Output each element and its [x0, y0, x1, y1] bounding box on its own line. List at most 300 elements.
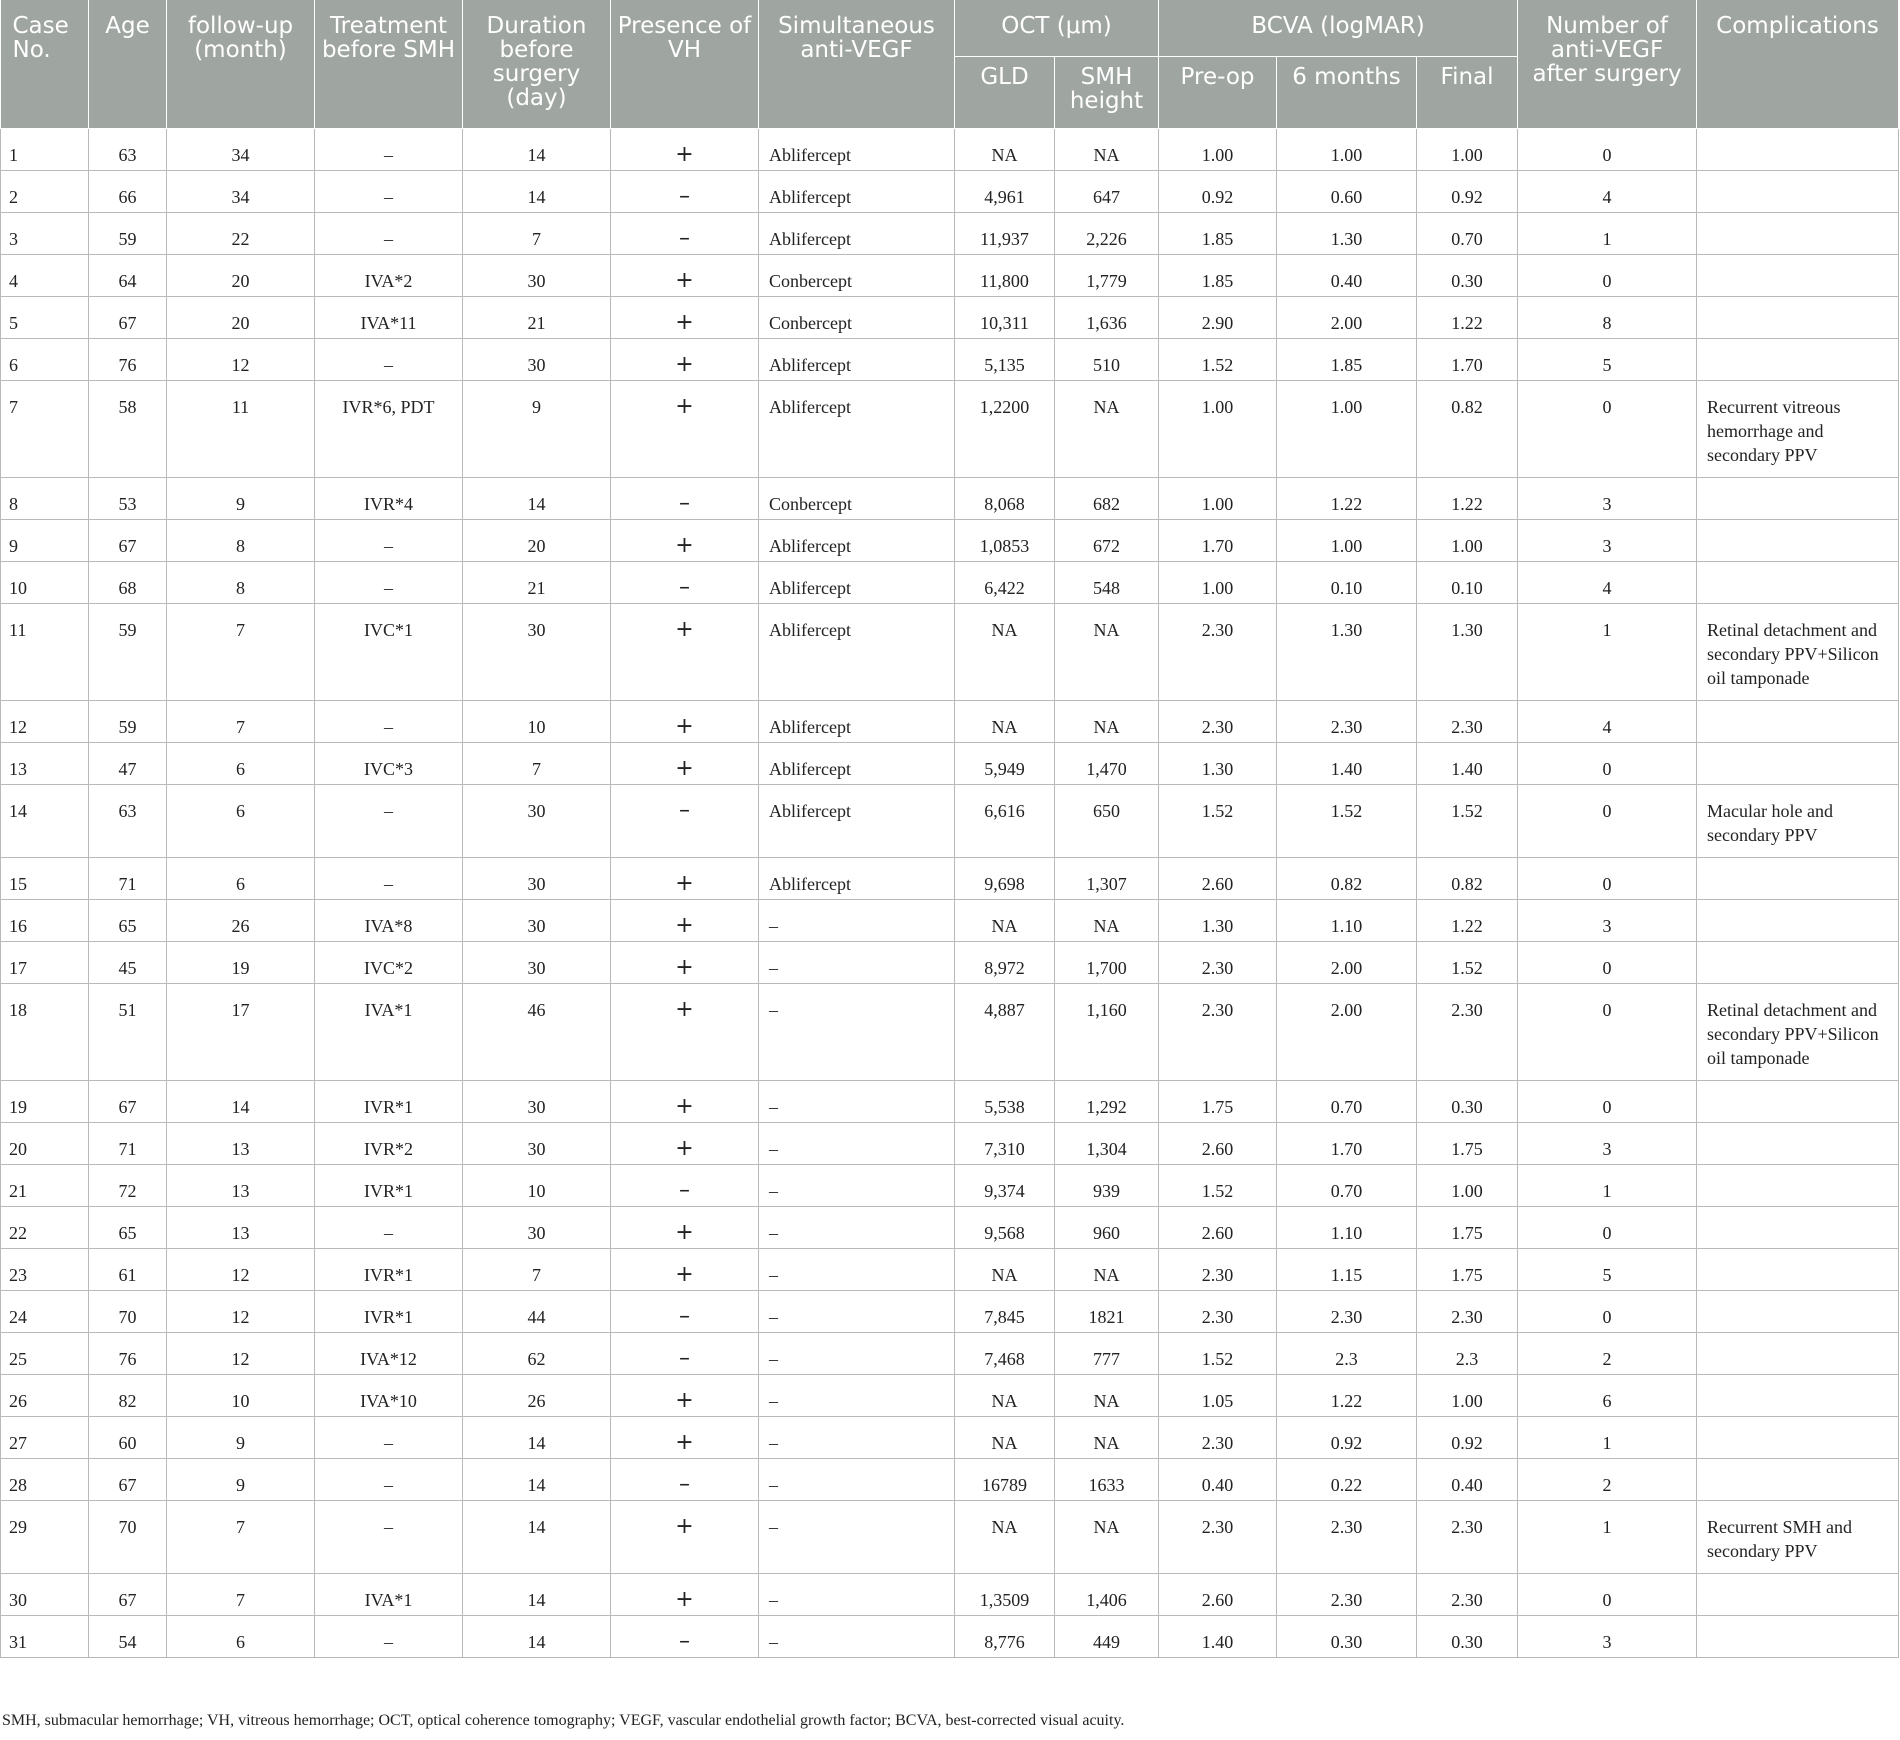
- cell-num-antivegf: 4: [1518, 170, 1697, 212]
- cell-antivegf: Ablifercept: [759, 128, 955, 170]
- cell-preop: 1.85: [1159, 254, 1277, 296]
- cell-gld: 7,468: [955, 1332, 1055, 1374]
- cell-duration: 26: [463, 1374, 611, 1416]
- cell-six-months: 2.3: [1277, 1332, 1417, 1374]
- cell-final: 1.75: [1417, 1248, 1518, 1290]
- cell-age: 47: [89, 742, 167, 784]
- cell-smh-height: 2,226: [1055, 212, 1159, 254]
- cell-complications: [1697, 1122, 1899, 1164]
- cell-followup: 12: [167, 1332, 315, 1374]
- cell-case: 24: [1, 1290, 89, 1332]
- cell-smh-height: NA: [1055, 380, 1159, 477]
- cell-vh: –: [611, 1332, 759, 1374]
- cell-vh: +: [611, 296, 759, 338]
- cell-complications: [1697, 1573, 1899, 1615]
- cell-duration: 14: [463, 170, 611, 212]
- cell-num-antivegf: 3: [1518, 519, 1697, 561]
- table-row: [1, 170, 1899, 212]
- cell-vh: +: [611, 338, 759, 380]
- cell-antivegf: Ablifercept: [759, 561, 955, 603]
- cell-age: 63: [89, 128, 167, 170]
- cell-vh: –: [611, 561, 759, 603]
- cell-six-months: 2.30: [1277, 1573, 1417, 1615]
- cell-antivegf: Ablifercept: [759, 784, 955, 857]
- cell-complications: [1697, 1080, 1899, 1122]
- cell-six-months: 0.82: [1277, 857, 1417, 899]
- cell-antivegf: –: [759, 941, 955, 983]
- cell-preop: 1.30: [1159, 742, 1277, 784]
- cell-age: 65: [89, 1206, 167, 1248]
- cell-vh: +: [611, 1500, 759, 1573]
- cell-gld: 16789: [955, 1458, 1055, 1500]
- cell-smh-height: 960: [1055, 1206, 1159, 1248]
- table-row: [1, 899, 1899, 941]
- cell-num-antivegf: 0: [1518, 128, 1697, 170]
- cell-duration: 44: [463, 1290, 611, 1332]
- cell-gld: 5,135: [955, 338, 1055, 380]
- cell-antivegf: Ablifercept: [759, 519, 955, 561]
- cell-complications: [1697, 254, 1899, 296]
- cell-num-antivegf: 3: [1518, 1122, 1697, 1164]
- header-gld: GLD: [955, 56, 1055, 128]
- cell-six-months: 1.10: [1277, 1206, 1417, 1248]
- cell-final: 1.52: [1417, 941, 1518, 983]
- cell-preop: 2.30: [1159, 603, 1277, 700]
- header-six-months: 6 months: [1277, 56, 1417, 128]
- cell-preop: 1.40: [1159, 1615, 1277, 1657]
- cell-vh: +: [611, 1416, 759, 1458]
- cell-smh-height: 1,292: [1055, 1080, 1159, 1122]
- cell-antivegf: Ablifercept: [759, 380, 955, 477]
- cell-vh: +: [611, 519, 759, 561]
- table-row: [1, 1122, 1899, 1164]
- cell-final: 0.40: [1417, 1458, 1518, 1500]
- cell-treatment: –: [315, 338, 463, 380]
- cell-case: 21: [1, 1164, 89, 1206]
- cell-gld: 10,311: [955, 296, 1055, 338]
- cell-duration: 7: [463, 212, 611, 254]
- cell-smh-height: NA: [1055, 1416, 1159, 1458]
- cell-age: 66: [89, 170, 167, 212]
- table-header: [1, 0, 1899, 128]
- cell-vh: +: [611, 700, 759, 742]
- cell-duration: 30: [463, 254, 611, 296]
- cell-treatment: –: [315, 128, 463, 170]
- cell-preop: 2.30: [1159, 1500, 1277, 1573]
- cell-six-months: 2.30: [1277, 1500, 1417, 1573]
- table-body: [1, 128, 1899, 1657]
- cell-preop: 2.60: [1159, 857, 1277, 899]
- cell-case: 31: [1, 1615, 89, 1657]
- cell-num-antivegf: 3: [1518, 477, 1697, 519]
- cell-followup: 7: [167, 1573, 315, 1615]
- cell-age: 76: [89, 338, 167, 380]
- cell-smh-height: 682: [1055, 477, 1159, 519]
- cell-preop: 1.00: [1159, 380, 1277, 477]
- cell-case: 19: [1, 1080, 89, 1122]
- cell-vh: –: [611, 1164, 759, 1206]
- cell-final: 0.92: [1417, 1416, 1518, 1458]
- cell-preop: 2.30: [1159, 941, 1277, 983]
- cell-followup: 6: [167, 857, 315, 899]
- cell-six-months: 0.30: [1277, 1615, 1417, 1657]
- cell-age: 63: [89, 784, 167, 857]
- cell-followup: 22: [167, 212, 315, 254]
- header-complications: Complications: [1697, 0, 1899, 128]
- cell-treatment: IVR*2: [315, 1122, 463, 1164]
- cell-gld: 4,961: [955, 170, 1055, 212]
- table-row: [1, 380, 1899, 477]
- cell-treatment: IVR*1: [315, 1080, 463, 1122]
- cell-final: 1.00: [1417, 1374, 1518, 1416]
- cell-antivegf: –: [759, 983, 955, 1080]
- cell-complications: [1697, 1416, 1899, 1458]
- cell-age: 54: [89, 1615, 167, 1657]
- cell-six-months: 0.40: [1277, 254, 1417, 296]
- header-case: Case No.: [1, 0, 89, 128]
- cell-case: 26: [1, 1374, 89, 1416]
- cell-case: 2: [1, 170, 89, 212]
- cell-complications: [1697, 941, 1899, 983]
- cell-smh-height: 1633: [1055, 1458, 1159, 1500]
- cell-final: 2.3: [1417, 1332, 1518, 1374]
- cell-num-antivegf: 0: [1518, 380, 1697, 477]
- table-row: [1, 561, 1899, 603]
- cell-vh: +: [611, 254, 759, 296]
- cell-followup: 7: [167, 1500, 315, 1573]
- cell-duration: 20: [463, 519, 611, 561]
- cell-treatment: IVR*1: [315, 1248, 463, 1290]
- cell-num-antivegf: 5: [1518, 1248, 1697, 1290]
- cell-duration: 7: [463, 742, 611, 784]
- cell-final: 0.92: [1417, 170, 1518, 212]
- cell-gld: 9,374: [955, 1164, 1055, 1206]
- cell-case: 10: [1, 561, 89, 603]
- cell-case: 17: [1, 941, 89, 983]
- cell-treatment: IVR*1: [315, 1164, 463, 1206]
- cell-num-antivegf: 3: [1518, 899, 1697, 941]
- cell-gld: 9,568: [955, 1206, 1055, 1248]
- table-row: [1, 296, 1899, 338]
- cell-final: 2.30: [1417, 1500, 1518, 1573]
- cell-vh: –: [611, 1458, 759, 1500]
- cell-gld: 7,845: [955, 1290, 1055, 1332]
- cell-followup: 34: [167, 170, 315, 212]
- cell-duration: 46: [463, 983, 611, 1080]
- cell-age: 71: [89, 857, 167, 899]
- cell-antivegf: –: [759, 1332, 955, 1374]
- cell-vh: +: [611, 1080, 759, 1122]
- cell-age: 67: [89, 296, 167, 338]
- cell-followup: 7: [167, 700, 315, 742]
- cell-six-months: 1.00: [1277, 380, 1417, 477]
- cell-treatment: IVR*4: [315, 477, 463, 519]
- cell-num-antivegf: 2: [1518, 1332, 1697, 1374]
- cell-antivegf: –: [759, 899, 955, 941]
- cell-case: 20: [1, 1122, 89, 1164]
- header-vh: Presence of VH: [611, 0, 759, 128]
- cell-treatment: IVA*2: [315, 254, 463, 296]
- cell-vh: –: [611, 1290, 759, 1332]
- cell-followup: 26: [167, 899, 315, 941]
- cell-complications: [1697, 1248, 1899, 1290]
- cell-vh: +: [611, 603, 759, 700]
- cell-case: 9: [1, 519, 89, 561]
- cell-final: 1.00: [1417, 1164, 1518, 1206]
- cell-num-antivegf: 0: [1518, 983, 1697, 1080]
- cell-preop: 1.70: [1159, 519, 1277, 561]
- cell-final: 0.30: [1417, 1080, 1518, 1122]
- cell-complications: Recurrent SMH and secondary PPV: [1697, 1500, 1899, 1573]
- cell-gld: 1,3509: [955, 1573, 1055, 1615]
- cell-final: 0.30: [1417, 1615, 1518, 1657]
- table-row: [1, 983, 1899, 1080]
- cell-six-months: 1.85: [1277, 338, 1417, 380]
- cell-smh-height: 672: [1055, 519, 1159, 561]
- cell-antivegf: Ablifercept: [759, 700, 955, 742]
- cell-antivegf: –: [759, 1290, 955, 1332]
- cell-duration: 30: [463, 1122, 611, 1164]
- cell-num-antivegf: 4: [1518, 700, 1697, 742]
- cell-age: 59: [89, 212, 167, 254]
- table-row: [1, 857, 1899, 899]
- cell-num-antivegf: 0: [1518, 1573, 1697, 1615]
- cell-smh-height: 1821: [1055, 1290, 1159, 1332]
- header-final: Final: [1417, 56, 1518, 128]
- cell-complications: [1697, 561, 1899, 603]
- cell-gld: 5,949: [955, 742, 1055, 784]
- cell-final: 1.70: [1417, 338, 1518, 380]
- table-row: [1, 1500, 1899, 1573]
- cell-preop: 2.30: [1159, 983, 1277, 1080]
- cell-six-months: 1.22: [1277, 477, 1417, 519]
- cell-antivegf: –: [759, 1122, 955, 1164]
- cell-six-months: 2.30: [1277, 700, 1417, 742]
- cell-case: 29: [1, 1500, 89, 1573]
- cell-six-months: 0.92: [1277, 1416, 1417, 1458]
- header-antivegf: Simultaneous anti-VEGF: [759, 0, 955, 128]
- cell-case: 1: [1, 128, 89, 170]
- table-row: [1, 519, 1899, 561]
- cell-smh-height: NA: [1055, 1374, 1159, 1416]
- cell-gld: NA: [955, 700, 1055, 742]
- cell-antivegf: –: [759, 1416, 955, 1458]
- cell-gld: NA: [955, 128, 1055, 170]
- cell-age: 67: [89, 519, 167, 561]
- cell-treatment: –: [315, 784, 463, 857]
- cell-six-months: 0.70: [1277, 1080, 1417, 1122]
- cell-num-antivegf: 0: [1518, 784, 1697, 857]
- cell-case: 22: [1, 1206, 89, 1248]
- cell-smh-height: 510: [1055, 338, 1159, 380]
- cell-antivegf: Conbercept: [759, 296, 955, 338]
- cell-duration: 9: [463, 380, 611, 477]
- cell-vh: +: [611, 1122, 759, 1164]
- cell-case: 16: [1, 899, 89, 941]
- cell-antivegf: –: [759, 1500, 955, 1573]
- table-row: [1, 1164, 1899, 1206]
- cell-gld: 1,0853: [955, 519, 1055, 561]
- cell-duration: 30: [463, 899, 611, 941]
- cell-vh: +: [611, 1374, 759, 1416]
- cell-treatment: –: [315, 1458, 463, 1500]
- cell-six-months: 2.00: [1277, 983, 1417, 1080]
- cell-smh-height: 650: [1055, 784, 1159, 857]
- table-row: [1, 784, 1899, 857]
- cell-complications: [1697, 742, 1899, 784]
- cell-duration: 14: [463, 477, 611, 519]
- header-duration: Duration before surgery (day): [463, 0, 611, 128]
- cell-final: 0.82: [1417, 380, 1518, 477]
- cell-case: 13: [1, 742, 89, 784]
- cell-num-antivegf: 1: [1518, 603, 1697, 700]
- cell-case: 18: [1, 983, 89, 1080]
- cell-case: 28: [1, 1458, 89, 1500]
- cell-age: 59: [89, 603, 167, 700]
- cell-treatment: –: [315, 857, 463, 899]
- table-row: [1, 742, 1899, 784]
- cell-complications: [1697, 1332, 1899, 1374]
- cell-smh-height: 647: [1055, 170, 1159, 212]
- cell-six-months: 1.40: [1277, 742, 1417, 784]
- cell-complications: [1697, 519, 1899, 561]
- header-age: Age: [89, 0, 167, 128]
- cell-duration: 30: [463, 857, 611, 899]
- cell-num-antivegf: 4: [1518, 561, 1697, 603]
- cell-age: 58: [89, 380, 167, 477]
- cell-six-months: 2.00: [1277, 296, 1417, 338]
- cell-smh-height: 1,304: [1055, 1122, 1159, 1164]
- cell-preop: 1.85: [1159, 212, 1277, 254]
- cell-followup: 6: [167, 1615, 315, 1657]
- cell-duration: 30: [463, 941, 611, 983]
- cell-vh: –: [611, 212, 759, 254]
- cell-vh: +: [611, 899, 759, 941]
- cell-case: 12: [1, 700, 89, 742]
- cell-antivegf: Ablifercept: [759, 857, 955, 899]
- cell-num-antivegf: 2: [1518, 1458, 1697, 1500]
- cell-duration: 7: [463, 1248, 611, 1290]
- table-row: [1, 1416, 1899, 1458]
- cell-gld: NA: [955, 1248, 1055, 1290]
- cell-followup: 12: [167, 1248, 315, 1290]
- cell-duration: 30: [463, 1080, 611, 1122]
- cell-treatment: IVA*1: [315, 1573, 463, 1615]
- cell-antivegf: –: [759, 1573, 955, 1615]
- cell-treatment: IVA*11: [315, 296, 463, 338]
- cell-six-months: 2.30: [1277, 1290, 1417, 1332]
- cell-treatment: –: [315, 212, 463, 254]
- cell-smh-height: 548: [1055, 561, 1159, 603]
- cell-age: 70: [89, 1500, 167, 1573]
- cell-num-antivegf: 0: [1518, 1206, 1697, 1248]
- header-smh-height: SMH height: [1055, 56, 1159, 128]
- cell-duration: 21: [463, 561, 611, 603]
- cell-gld: 11,937: [955, 212, 1055, 254]
- cell-complications: Retinal detachment and secondary PPV+Silicon oil tamponade: [1697, 603, 1899, 700]
- cell-case: 30: [1, 1573, 89, 1615]
- cell-smh-height: 939: [1055, 1164, 1159, 1206]
- cell-duration: 14: [463, 1615, 611, 1657]
- cell-smh-height: NA: [1055, 899, 1159, 941]
- cell-smh-height: 1,160: [1055, 983, 1159, 1080]
- cell-treatment: IVC*3: [315, 742, 463, 784]
- cell-treatment: IVA*1: [315, 983, 463, 1080]
- cell-smh-height: NA: [1055, 1500, 1159, 1573]
- cell-duration: 14: [463, 1416, 611, 1458]
- cell-antivegf: –: [759, 1164, 955, 1206]
- cell-age: 68: [89, 561, 167, 603]
- cell-antivegf: –: [759, 1458, 955, 1500]
- table-row: [1, 477, 1899, 519]
- cell-vh: +: [611, 742, 759, 784]
- cell-final: 1.75: [1417, 1122, 1518, 1164]
- cell-complications: [1697, 1206, 1899, 1248]
- cell-followup: 9: [167, 477, 315, 519]
- cell-followup: 11: [167, 380, 315, 477]
- cell-followup: 7: [167, 603, 315, 700]
- cell-followup: 14: [167, 1080, 315, 1122]
- cell-age: 71: [89, 1122, 167, 1164]
- cell-smh-height: 1,470: [1055, 742, 1159, 784]
- cell-followup: 6: [167, 742, 315, 784]
- cell-preop: 1.30: [1159, 899, 1277, 941]
- cell-six-months: 1.52: [1277, 784, 1417, 857]
- cell-gld: NA: [955, 1374, 1055, 1416]
- cell-gld: 8,068: [955, 477, 1055, 519]
- cell-preop: 2.60: [1159, 1573, 1277, 1615]
- cell-duration: 21: [463, 296, 611, 338]
- cell-antivegf: Conbercept: [759, 254, 955, 296]
- cell-six-months: 0.70: [1277, 1164, 1417, 1206]
- cell-complications: [1697, 1374, 1899, 1416]
- cell-final: 1.00: [1417, 519, 1518, 561]
- cell-antivegf: –: [759, 1080, 955, 1122]
- table-row: [1, 338, 1899, 380]
- cell-vh: +: [611, 941, 759, 983]
- cell-num-antivegf: 0: [1518, 254, 1697, 296]
- cell-case: 5: [1, 296, 89, 338]
- cell-gld: 11,800: [955, 254, 1055, 296]
- cell-preop: 2.30: [1159, 1290, 1277, 1332]
- cell-preop: 2.30: [1159, 1416, 1277, 1458]
- cell-final: 1.30: [1417, 603, 1518, 700]
- cell-age: 76: [89, 1332, 167, 1374]
- table-row: [1, 1080, 1899, 1122]
- cell-six-months: 1.00: [1277, 519, 1417, 561]
- cell-complications: Macular hole and secondary PPV: [1697, 784, 1899, 857]
- cell-complications: Retinal detachment and secondary PPV+Silicon oil tamponade: [1697, 983, 1899, 1080]
- cell-six-months: 1.70: [1277, 1122, 1417, 1164]
- cell-complications: Recurrent vitreous hemorrhage and secondary PPV: [1697, 380, 1899, 477]
- cell-age: 64: [89, 254, 167, 296]
- cell-age: 53: [89, 477, 167, 519]
- cell-smh-height: 1,406: [1055, 1573, 1159, 1615]
- cell-case: 27: [1, 1416, 89, 1458]
- cell-complications: [1697, 212, 1899, 254]
- header-oct: OCT (μm): [955, 0, 1159, 56]
- cell-complications: [1697, 899, 1899, 941]
- cell-followup: 13: [167, 1206, 315, 1248]
- cell-preop: 1.00: [1159, 561, 1277, 603]
- cell-case: 23: [1, 1248, 89, 1290]
- cell-num-antivegf: 0: [1518, 742, 1697, 784]
- cell-treatment: –: [315, 1206, 463, 1248]
- cell-followup: 9: [167, 1458, 315, 1500]
- cell-smh-height: 1,307: [1055, 857, 1159, 899]
- header-bcva: BCVA (logMAR): [1159, 0, 1518, 56]
- cell-complications: [1697, 477, 1899, 519]
